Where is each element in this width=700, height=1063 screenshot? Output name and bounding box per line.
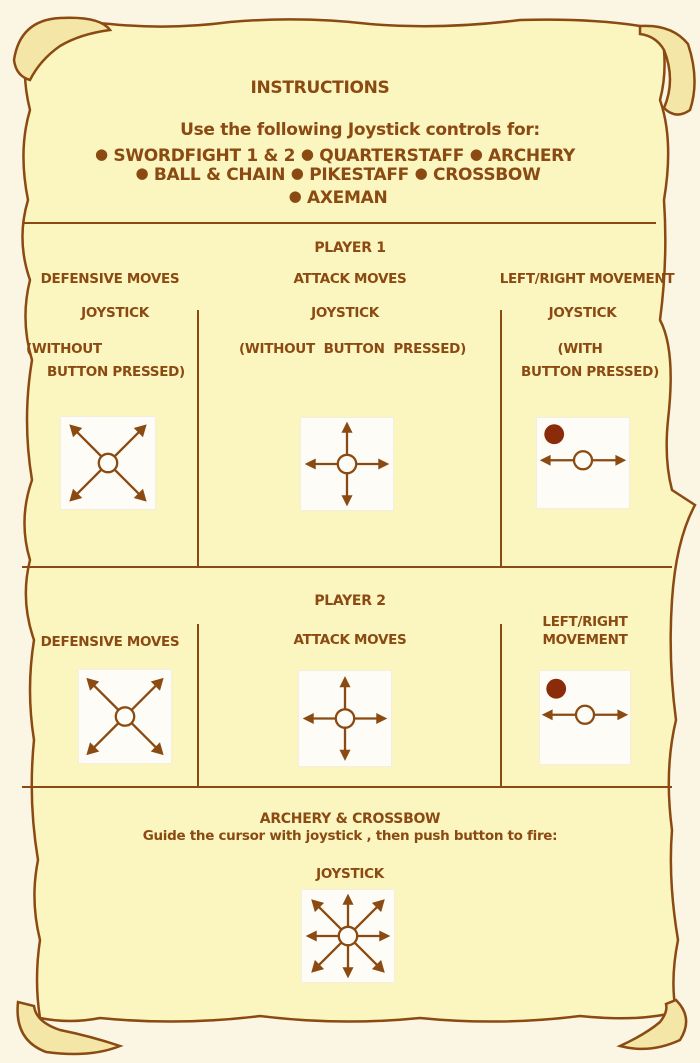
four-orthogonal-arrows-icon [299, 671, 391, 766]
four-diagonal-arrows-icon [79, 670, 171, 763]
page-title: INSTRUCTIONS [250, 78, 390, 98]
p1-movement-note-1: (WITH [557, 341, 603, 357]
archery-instruction: Guide the cursor with joystick , then push button to fire: [142, 828, 558, 844]
p1-attack-joystick-label: JOYSTICK [311, 305, 379, 321]
game-name: AXEMAN [307, 188, 388, 208]
p1-movement-joystick-label: JOYSTICK [548, 305, 617, 321]
player1-heading: PLAYER 1 [314, 240, 386, 256]
p2-movement-title-1: LEFT/RIGHT [542, 614, 628, 630]
divider-middle [22, 566, 672, 568]
divider-top [22, 222, 656, 224]
p2-defensive-title: DEFENSIVE MOVES [40, 634, 180, 650]
game-list-line-2 [0, 164, 676, 185]
p1-defensive-note-1: (WITHOUT [26, 341, 102, 357]
p1-attack-diagram [301, 418, 393, 510]
eight-way-arrows-icon [302, 890, 394, 982]
p1-attack-note: (WITHOUT BUTTON PRESSED) [239, 341, 466, 357]
bullet-icon: ● [288, 187, 302, 205]
intro-text: Use the following Joystick controls for: [180, 120, 540, 140]
p1-defensive-diagram [61, 417, 155, 509]
column-divider [197, 310, 199, 566]
p1-defensive-note-2: BUTTON PRESSED) [47, 364, 185, 380]
archery-heading: ARCHERY & CROSSBOW [259, 811, 441, 827]
left-right-arrows-with-button-icon [537, 418, 629, 508]
p1-movement-note-2: BUTTON PRESSED) [521, 364, 659, 380]
p1-defensive-joystick-label: JOYSTICK [81, 305, 149, 321]
archery-diagram [302, 890, 394, 982]
bullet-icon: ● [300, 145, 314, 163]
game-name: BALL & CHAIN [153, 165, 286, 185]
game-name: QUARTERSTAFF [319, 146, 465, 166]
four-orthogonal-arrows-icon [301, 418, 393, 510]
p1-movement-title: LEFT/RIGHT MOVEMENT [499, 271, 675, 287]
p2-defensive-diagram [79, 670, 171, 763]
bullet-icon: ● [94, 145, 108, 163]
game-list-line-1 [0, 145, 670, 166]
archery-joystick-label: JOYSTICK [316, 866, 384, 882]
game-name: CROSSBOW [433, 165, 541, 185]
game-name: SWORDFIGHT 1 & 2 [113, 146, 296, 166]
game-list-line-3 [0, 187, 676, 208]
p2-attack-diagram [299, 671, 391, 766]
left-right-arrows-with-button-icon [540, 671, 630, 764]
column-divider [500, 624, 502, 786]
bullet-icon: ● [135, 164, 149, 182]
divider-bottom [22, 786, 672, 788]
p2-movement-diagram [540, 671, 630, 764]
game-name: PIKESTAFF [309, 165, 409, 185]
p2-movement-title-2: MOVEMENT [542, 632, 628, 648]
p2-attack-title: ATTACK MOVES [293, 632, 407, 648]
bullet-icon: ● [290, 164, 304, 182]
p1-defensive-title: DEFENSIVE MOVES [40, 271, 180, 287]
p1-attack-title: ATTACK MOVES [293, 271, 407, 287]
p1-movement-diagram [537, 418, 629, 508]
bullet-icon: ● [414, 164, 428, 182]
bullet-icon: ● [469, 145, 483, 163]
game-name: ARCHERY [488, 146, 576, 166]
four-diagonal-arrows-icon [61, 417, 155, 509]
player2-heading: PLAYER 2 [314, 593, 386, 609]
